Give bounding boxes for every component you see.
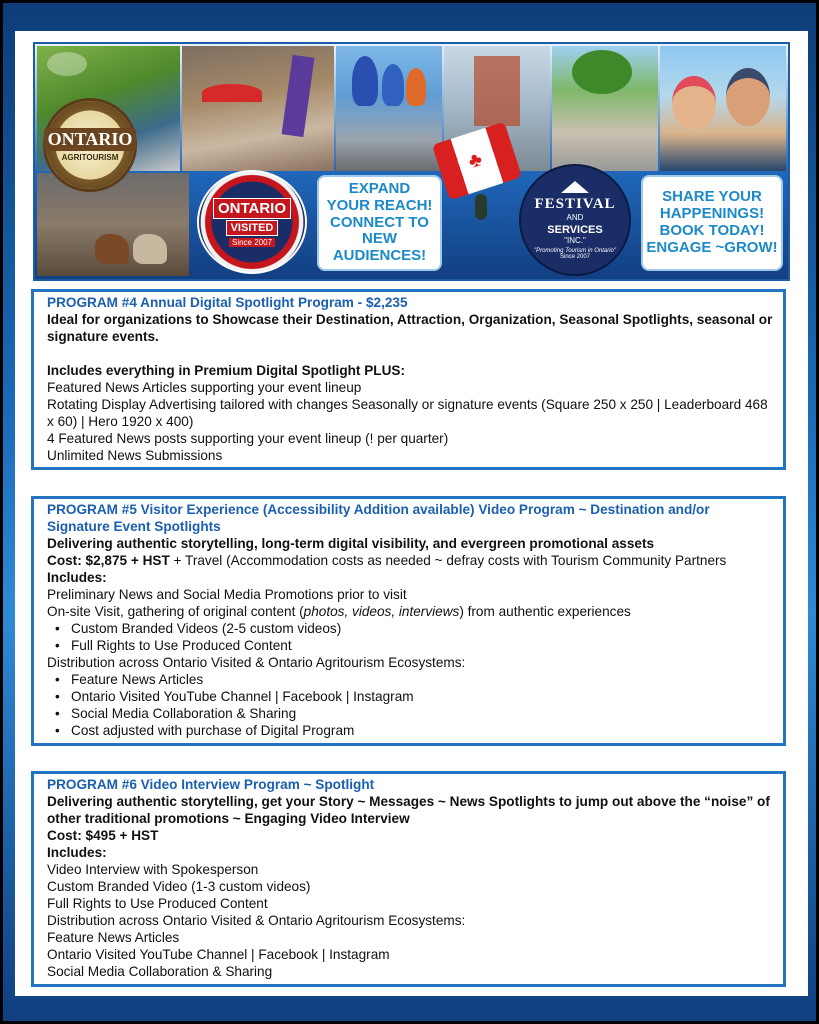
program-6-cost: Cost: $495 + HST <box>47 828 159 843</box>
program-5-line: Preliminary News and Social Media Promotions prior to visit <box>47 587 407 602</box>
cafe-patio-photo <box>182 46 334 171</box>
program-5-cost-amount: Cost: $2,875 + HST <box>47 553 170 568</box>
festival-logo-since: Since 2007 <box>559 253 591 260</box>
festival-logo-inc: "INC." <box>564 235 586 245</box>
program-6-item: Custom Branded Video (1-3 custom videos) <box>47 879 311 894</box>
promo-right-line: SHARE YOUR <box>662 188 762 206</box>
program-6-item: Feature News Articles <box>47 930 180 945</box>
promo-left-line: AUDIENCES! <box>332 247 427 265</box>
promo-left-line: CONNECT TO <box>330 213 429 231</box>
promo-left-line: EXPAND <box>348 180 411 197</box>
canada-flag-parachute-icon: ♣ <box>432 122 522 201</box>
festival-services-logo <box>519 164 631 276</box>
program-5-includes-heading: Includes: <box>47 570 107 585</box>
program-5-onsite-line <box>47 603 773 620</box>
program-5-distribution: Distribution across Ontario Visited & Ontario Agritourism Ecosystems: <box>47 655 466 670</box>
list-item: • Cost adjusted with purchase of Digital Program <box>55 722 773 739</box>
program-4-item: Rotating Display Advertising tailored with changes Seasonally or signature events (Square 250 x 250 | Leaderboard 468 x 60) | Hero 1920 x 400) <box>47 397 768 429</box>
program-5-box <box>31 496 786 746</box>
list-item: • Social Media Collaboration & Sharing <box>55 705 773 722</box>
program-6-item: Distribution across Ontario Visited & Ontario Agritourism Ecosystems: <box>47 913 466 928</box>
ontario-visited-logo <box>197 170 307 274</box>
hot-air-balloons-photo <box>336 46 442 171</box>
skydiver-icon <box>475 194 487 220</box>
program-6-item: Social Media Collaboration & Sharing <box>47 964 273 979</box>
visited-logo-title: ONTARIO <box>213 198 291 219</box>
festival-logo-tagline: "Promoting Tourism in Ontario" <box>533 247 617 254</box>
festival-logo-services: SERVICES <box>547 223 603 236</box>
program-4-box <box>31 289 786 470</box>
program-4-intro: Ideal for organizations to Showcase their Destination, Attraction, Organization, Seasonal Spotlights, seasonal or signature events. <box>47 312 773 344</box>
promo-right-line: ENGAGE ~GROW! <box>646 238 778 256</box>
promo-right-line: HAPPENINGS! <box>659 205 765 223</box>
couple-photo <box>660 46 786 171</box>
onsite-text-b: ) from authentic experiences <box>459 604 631 619</box>
list-item: • Custom Branded Videos (2-5 custom videos) <box>55 620 773 637</box>
program-6-tagline: Delivering authentic storytelling, get your Story ~ Messages ~ News Spotlights to jump out above the “noise” of other traditional promotions ~ Engaging Video Interview <box>47 794 770 826</box>
program-6-item: Full Rights to Use Produced Content <box>47 896 268 911</box>
onsite-text-italic: photos, videos, interviews <box>303 604 460 619</box>
onsite-text-a: On-site Visit, gathering of original content ( <box>47 604 304 619</box>
promo-share-happenings <box>641 175 783 271</box>
program-4-item: 4 Featured News posts supporting your event lineup (! per quarter) <box>47 431 449 446</box>
agri-logo-subtitle: AGRITOURISM <box>61 153 119 162</box>
promo-left-line: NEW <box>362 230 397 248</box>
promo-left-line: YOUR REACH! <box>326 196 433 214</box>
tent-icon <box>561 181 589 193</box>
program-6-includes-heading: Includes: <box>47 845 107 860</box>
agri-logo-title: ONTARIO <box>44 128 137 151</box>
program-4-includes-heading: Includes everything in Premium Digital Spotlight PLUS: <box>47 363 406 378</box>
program-6-box <box>31 771 786 987</box>
list-item: • Feature News Articles <box>55 671 773 688</box>
program-5-content-list <box>47 620 773 654</box>
program-4-item: Unlimited News Submissions <box>47 448 223 463</box>
flyer-sheet <box>15 31 808 996</box>
photo-collage-banner <box>33 42 790 281</box>
program-6-item: Video Interview with Spokesperson <box>47 862 259 877</box>
program-4-item: Featured News Articles supporting your event lineup <box>47 380 362 395</box>
program-4-title: PROGRAM #4 Annual Digital Spotlight Program - $2,235 <box>47 295 408 310</box>
program-5-cost <box>47 552 773 569</box>
program-6-title: PROGRAM #6 Video Interview Program ~ Spotlight <box>47 777 375 792</box>
horses-photo <box>37 173 189 276</box>
promo-right-line: BOOK TODAY! <box>659 222 765 239</box>
program-5-distribution-list <box>47 671 773 739</box>
festival-logo-title: FESTIVAL <box>534 195 616 212</box>
visited-logo-since: Since 2007 <box>229 238 275 247</box>
ontario-agritourism-logo <box>43 98 137 192</box>
program-5-tagline: Delivering authentic storytelling, long-term digital visibility, and evergreen promotional assets <box>47 536 655 551</box>
list-item: • Ontario Visited YouTube Channel | Facebook | Instagram <box>55 688 773 705</box>
festival-logo-and: AND <box>566 212 584 222</box>
visited-logo-subtitle: VISITED <box>226 220 279 236</box>
page-background <box>3 3 816 1021</box>
program-5-cost-detail: + Travel (Accommodation costs as needed ~ defray costs with Tourism Community Partners <box>169 553 727 568</box>
harbour-photo <box>552 46 658 171</box>
program-6-item: Ontario Visited YouTube Channel | Facebook | Instagram <box>47 947 390 962</box>
list-item: • Full Rights to Use Produced Content <box>55 637 773 654</box>
program-5-title: PROGRAM #5 Visitor Experience (Accessibility Addition available) Video Program ~ Destination and/or Signature Event Spotlights <box>47 502 710 534</box>
promo-expand-reach <box>317 175 442 271</box>
